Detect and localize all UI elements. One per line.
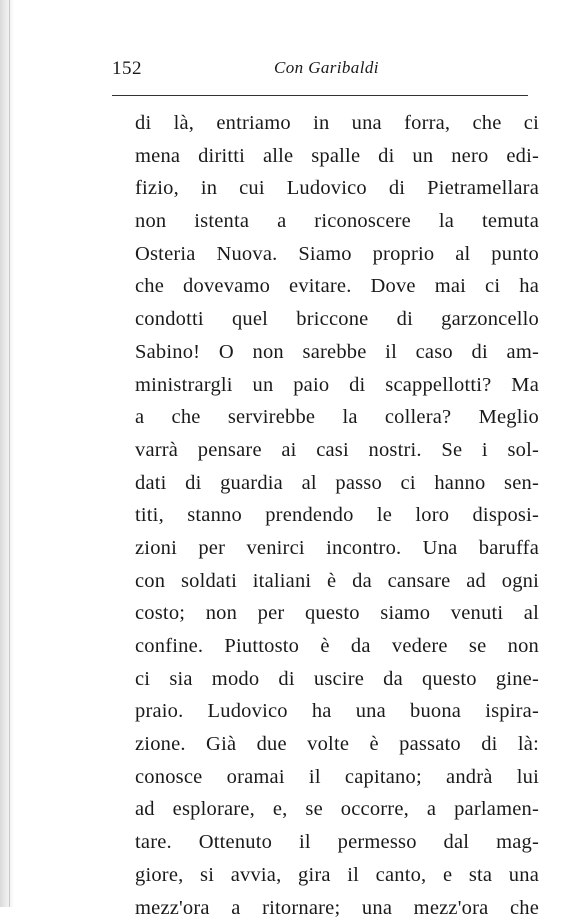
text-line: con soldati italiani è da cansare ad ogni <box>135 565 539 598</box>
text-line: dati di guardia al passo ci hanno sen- <box>135 467 539 500</box>
text-line: zioni per venirci incontro. Una baruffa <box>135 532 539 565</box>
text-line: confine. Piuttosto è da vedere se non <box>135 630 539 663</box>
page-number: 152 <box>112 58 142 80</box>
text-line: di là, entriamo in una forra, che ci <box>135 107 539 140</box>
text-line: tare. Ottenuto il permesso dal mag- <box>135 826 539 859</box>
text-line: mezz'ora a ritornare; una mezz'ora che <box>135 892 539 924</box>
text-line: ad esplorare, e, se occorre, a parlamen- <box>135 793 539 826</box>
text-line: ci sia modo di uscire da questo gine- <box>135 663 539 696</box>
text-line: giore, si avvia, gira il canto, e sta una <box>135 859 539 892</box>
text-line: ministrargli un paio di scappellotti? Ma <box>135 369 539 402</box>
text-line: Sabino! O non sarebbe il caso di am- <box>135 336 539 369</box>
page-binding-edge <box>0 0 14 907</box>
text-line: fizio, in cui Ludovico di Pietramellara <box>135 172 539 205</box>
page-gutter-line <box>9 0 10 907</box>
body-text <box>135 107 539 924</box>
text-line: mena diritti alle spalle di un nero edi- <box>135 140 539 173</box>
text-line: che dovevamo evitare. Dove mai ci ha <box>135 270 539 303</box>
text-line: zione. Già due volte è passato di là: <box>135 728 539 761</box>
text-line: Osteria Nuova. Siamo proprio al punto <box>135 238 539 271</box>
text-line: costo; non per questo siamo venuti al <box>135 597 539 630</box>
text-line: titi, stanno prendendo le loro disposi- <box>135 499 539 532</box>
text-line: conosce oramai il capitano; andrà lui <box>135 761 539 794</box>
text-line: praio. Ludovico ha una buona ispira- <box>135 695 539 728</box>
text-line: a che servirebbe la collera? Meglio <box>135 401 539 434</box>
text-line: varrà pensare ai casi nostri. Se i sol- <box>135 434 539 467</box>
running-title: Con Garibaldi <box>274 58 379 78</box>
text-line: non istenta a riconoscere la temuta <box>135 205 539 238</box>
page-header <box>112 58 528 88</box>
header-rule <box>112 95 528 96</box>
text-line: condotti quel briccone di garzoncello <box>135 303 539 336</box>
